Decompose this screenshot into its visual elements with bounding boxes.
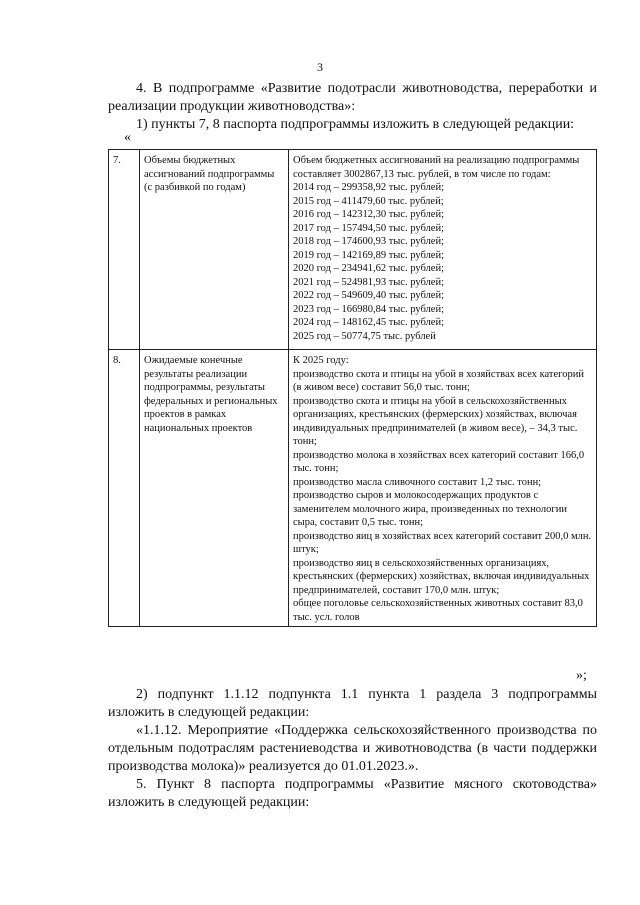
result-line: К 2025 году: <box>293 355 349 366</box>
result-line: производство яиц в хозяйствах всех категорий составит 200,0 млн. штук; <box>293 530 592 555</box>
row-7-label: Объемы бюджетных ассигнований подпрограммы (с разбивкой по годам) <box>140 150 289 350</box>
result-line: производство скота и птицы на убой в хозяйствах всех категорий (в живом весе) составит 56,0 тыс. тонн; <box>293 368 584 393</box>
result-line: производство молока в хозяйствах всех категорий составит 166,0 тыс. тонн; <box>293 449 585 474</box>
page-number: 3 <box>317 60 323 74</box>
result-line: производство масла сливочного составит 1,2 тыс. тонн; <box>293 476 542 488</box>
year-line: 2017 год – 157494,50 тыс. рублей; <box>293 222 445 234</box>
year-line: 2023 год – 166980,84 тыс. рублей; <box>293 303 445 315</box>
year-line: 2019 год – 142169,89 тыс. рублей; <box>293 249 445 261</box>
table-row-8 <box>109 350 597 627</box>
close-quote: »; <box>576 668 587 683</box>
year-line: 2020 год – 234941,62 тыс. рублей; <box>293 263 445 274</box>
spacer <box>293 343 592 347</box>
passport-table <box>108 149 597 627</box>
row-7-number: 7. <box>109 150 140 350</box>
result-line: производство сыров и молокосодержащих продуктов с заменителем молочного жира, произведенных по технологии сыра, составит 0,5 тыс. тонн; <box>293 490 567 528</box>
year-line: 2015 год – 411479,60 тыс. рублей; <box>293 195 444 207</box>
year-line: 2016 год – 142312,30 тыс. рублей; <box>293 209 445 220</box>
paragraph-5: 5. Пункт 8 паспорта подпрограммы «Развитие мясного скотоводства» изложить в следующей редакции: <box>108 777 597 810</box>
open-quote: « <box>124 130 131 145</box>
paragraph-4: 4. В подпрограмме «Развитие подотрасли животноводства, переработки и реализации продукции животноводства»: <box>108 81 597 114</box>
row-7-content <box>289 150 597 350</box>
result-line: общее поголовье сельскохозяйственных животных составит 83,0 тыс. усл. голов <box>293 598 583 623</box>
year-line: 2021 год – 524981,93 тыс. рублей; <box>293 276 445 288</box>
year-line: 2022 год – 549609,40 тыс. рублей; <box>293 290 445 301</box>
result-line: производство скота и птицы на убой в сельскохозяйственных организациях, крестьянских (фермерских) хозяйствах, включая индивидуальных предпринимателей (в живом весе), – 34,3 тыс. тонн; <box>293 395 578 447</box>
row-7-intro: Объем бюджетных ассигнований на реализацию подпрограммы составляет 3002867,13 тыс. рублей, в том числе по годам: <box>293 155 580 180</box>
item-2-quote: «1.1.12. Мероприятие «Поддержка сельскохозяйственного производства по отдельным подотраслям растениеводства и животноводства (в части поддержки производства молока)» реализуется до 01.01.2023.». <box>108 723 597 774</box>
year-line: 2025 год – 50774,75 тыс. рублей <box>293 330 436 342</box>
year-line: 2018 год – 174600,93 тыс. рублей; <box>293 236 445 247</box>
row-8-number: 8. <box>109 350 140 627</box>
row-8-content <box>289 350 597 627</box>
result-line: производство яиц в сельскохозяйственных организациях, крестьянских (фермерских) хозяйствах, включая индивидуальных предпринимателей, составит 170,0 млн. штук; <box>293 557 590 596</box>
table-row-7 <box>109 150 597 350</box>
row-8-label: Ожидаемые конечные результаты реализации подпрограммы, результаты федеральных и региональных проектов в рамках национальных проектов <box>140 350 289 627</box>
item-1: 1) пункты 7, 8 паспорта подпрограммы изложить в следующей редакции: <box>136 117 575 132</box>
item-2: 2) подпункт 1.1.12 подпункта 1.1 пункта 1 раздела 3 подпрограммы изложить в следующей редакции: <box>108 687 597 720</box>
year-line: 2014 год – 299358,92 тыс. рублей; <box>293 182 445 193</box>
year-line: 2024 год – 148162,45 тыс. рублей; <box>293 317 445 328</box>
